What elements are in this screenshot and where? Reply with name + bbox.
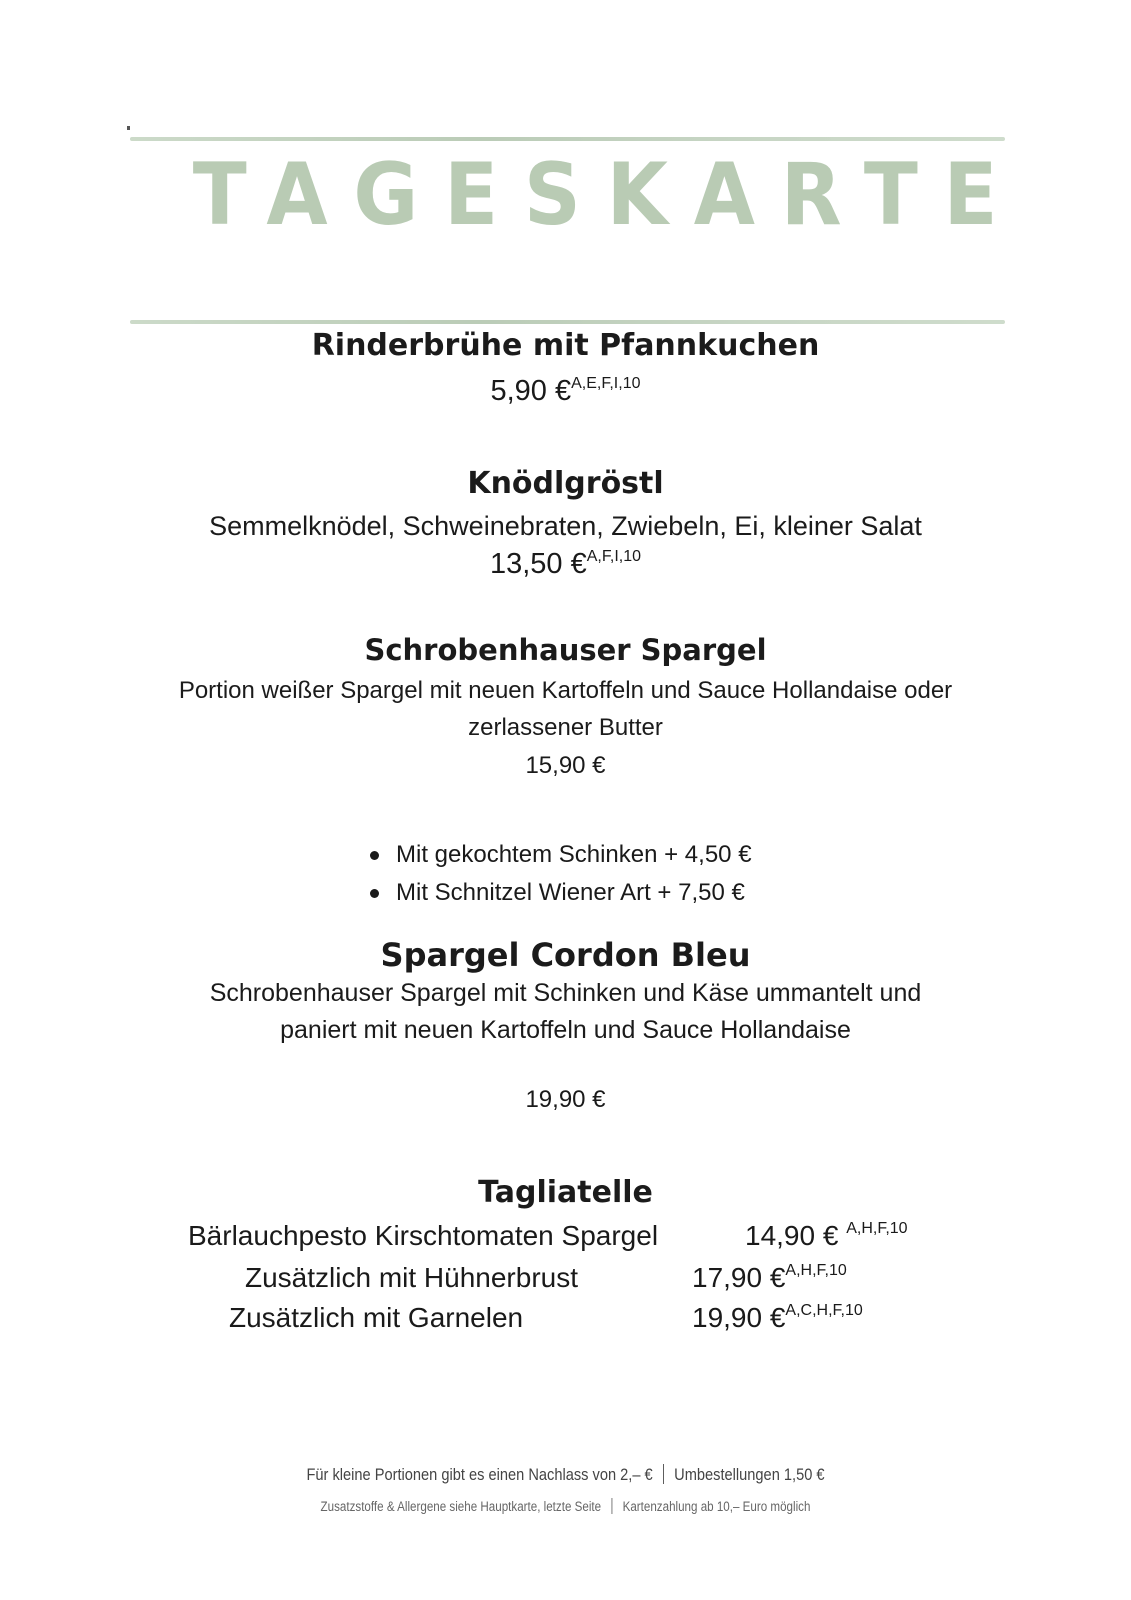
footer-separator [663,1464,664,1484]
top-divider [130,137,1005,141]
variant-price: 19,90 € [692,1302,786,1333]
footer-text: Für kleine Portionen gibt es einen Nachlass von 2,– € [306,1465,653,1484]
item-price-line [0,544,1131,584]
item-price: 13,50 € [489,548,587,580]
item-price-line [0,371,1131,411]
footer-line-2 [79,1498,1052,1514]
variant-price-line [692,1258,847,1298]
footer-text: Zusatzstoffe & Allergene siehe Hauptkarte, letzte Seite [320,1499,602,1514]
menu-item-rinderbruehe [0,326,1131,411]
item-price: 15,90 € [525,752,606,779]
item-price: 19,90 € [525,1086,606,1113]
footer-text: Umbestellungen 1,50 € [674,1465,825,1484]
menu-item-tagliatelle [0,1173,1131,1213]
variant-label: Bärlauchpesto Kirschtomaten Spargel [188,1220,659,1251]
bullet-icon [370,851,379,860]
item-description-line: paniert mit neuen Kartoffeln und Sauce Hollandaise [280,1016,851,1044]
footer-separator [611,1498,612,1514]
footer-text: Kartenzahlung ab 10,– Euro möglich [622,1499,811,1514]
item-name: Schrobenhauser Spargel [364,633,767,667]
bottom-divider [130,320,1005,324]
menu-item-knoedlgroestl [0,464,1131,584]
page-title: TAGESKARTE [192,145,1024,245]
variant-price: 14,90 € [745,1220,839,1251]
item-name: Tagliatelle [478,1175,653,1210]
option-item [370,836,752,874]
menu-item-spargel-cordon-bleu [0,935,1131,1118]
variant-price: 17,90 € [692,1262,786,1293]
option-label: Mit gekochtem Schinken + 4,50 € [396,841,752,868]
print-mark [127,126,130,130]
item-name: Rinderbrühe mit Pfannkuchen [311,328,820,363]
menu-item-schrobenhauser-spargel [0,630,1131,784]
variant-price-line [692,1298,863,1338]
item-description: Semmelknödel, Schweinebraten, Zwiebeln, Ei, kleiner Salat [209,511,922,541]
item-allergens: A,E,F,I,10 [571,375,641,392]
item-name: Knödlgröstl [467,466,664,501]
item-description-line: Schrobenhauser Spargel mit Schinken und Käse ummantelt und [209,979,922,1007]
item-description-line: Portion weißer Spargel mit neuen Kartoffeln und Sauce Hollandaise oder [178,677,953,704]
variant-label: Zusätzlich mit Garnelen [229,1302,524,1333]
footer-line-1 [79,1464,1052,1485]
variant-price-line [745,1216,908,1256]
item-description-line: zerlassener Butter [468,714,663,741]
bullet-icon [370,889,379,898]
variant-allergens: A,H,F,10 [846,1220,908,1237]
variant-allergens: A,H,F,10 [785,1262,847,1279]
item-price: 5,90 € [490,375,572,407]
variant-label: Zusätzlich mit Hühnerbrust [245,1262,579,1293]
option-list [370,836,752,912]
option-label: Mit Schnitzel Wiener Art + 7,50 € [396,879,745,906]
item-allergens: A,F,I,10 [586,548,641,565]
option-item [370,874,752,912]
item-name: Spargel Cordon Bleu [380,936,751,974]
variant-allergens: A,C,H,F,10 [785,1302,863,1319]
